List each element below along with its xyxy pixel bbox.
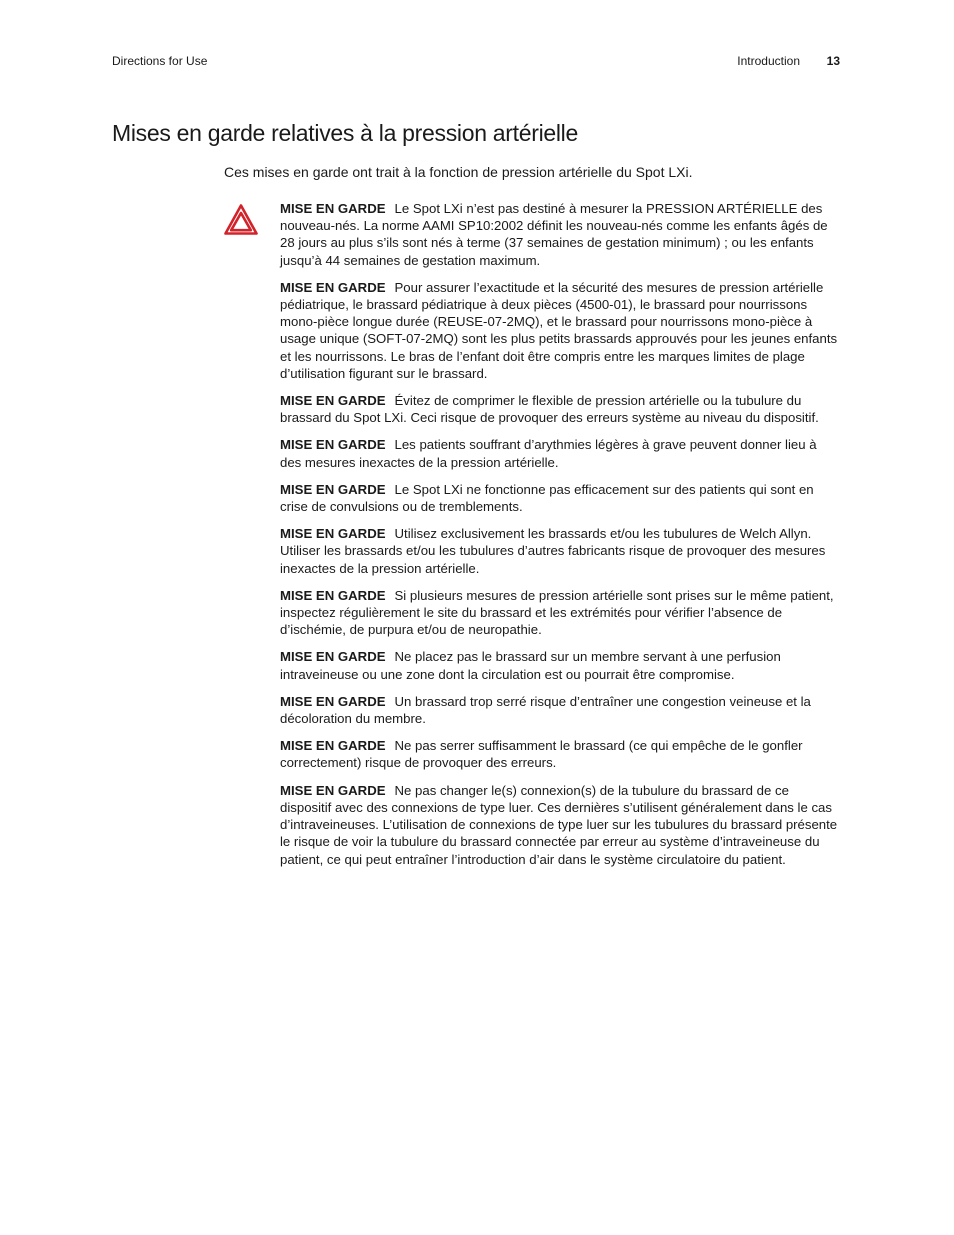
page-number: 13 [826, 54, 840, 68]
warning-item [280, 392, 838, 426]
warning-label: MISE EN GARDE [280, 587, 386, 603]
warning-label: MISE EN GARDE [280, 526, 386, 542]
warning-item [280, 587, 838, 639]
warning-item [280, 481, 838, 515]
warning-text: Ne pas serrer suffisamment le brassard (ce qui empêche de le gonfler correctement) risque de provoquer des erreurs. [280, 738, 803, 771]
warning-text: Les patients souffrant d’arythmies légères à grave peuvent donner lieu à des mesures inexactes de la pression artérielle. [280, 437, 817, 470]
warning-text: Si plusieurs mesures de pression artérielle sont prises sur le même patient, inspectez régulièrement le site du brassard et les extrémités pour vérifier l’absence de d’ischémie, de purpura et/ou de neuropathie. [280, 587, 834, 638]
warning-item [280, 737, 838, 771]
warning-item [280, 693, 838, 727]
warning-label: MISE EN GARDE [280, 279, 386, 295]
warning-list [280, 200, 838, 878]
warning-text: Ne placez pas le brassard sur un membre servant à une perfusion intraveineuse ou une zone dont la circulation est ou pourrait être compromise. [280, 649, 781, 682]
hazard-triangle-icon [224, 204, 258, 235]
warning-label: MISE EN GARDE [280, 649, 386, 665]
section-name: Introduction [737, 54, 800, 68]
warning-label: MISE EN GARDE [280, 393, 386, 409]
warning-item [280, 525, 838, 577]
warning-text: Ne pas changer le(s) connexion(s) de la tubulure du brassard de ce dispositif avec des connexions de type luer. Ces dernières s’utilisent généralement dans le cas d’intraveineuses. L’utilisation de connexions de type luer sur les tubulures du brassard présente le risque de voir la tubulure du brassard connectée par erreur au système d’intraveineuse du patient, ce qui peut entraîner l’introduction d’air dans le système circulatoire du patient. [280, 782, 838, 867]
warning-label: MISE EN GARDE [280, 437, 386, 453]
document-title: Directions for Use [112, 54, 208, 68]
warning-label: MISE EN GARDE [280, 738, 386, 754]
warning-label: MISE EN GARDE [280, 481, 386, 497]
warning-item [280, 782, 838, 868]
warning-text: Évitez de comprimer le flexible de pression artérielle ou la tubulure du brassard du Spot LXi. Ceci risque de provoquer des erreurs système au niveau du dispositif. [280, 393, 819, 426]
warning-label: MISE EN GARDE [280, 201, 386, 216]
warning-text: Pour assurer l’exactitude et la sécurité des mesures de pression artérielle pédiatrique, le brassard pédiatrique à deux pièces (4500-01), le brassard pour nourrissons mono-pièce longue durée (REUSE-07-2MQ), et le brassard pour nourrissons mono-pièce à usage unique (SOFT-07-2MQ) sont les plus petits brassards approuvés pour les jeunes enfants et les nourrissons. Le bras de l’enfant doit être compris entre les marques limites de plage d’utilisation figurant sur le brassard. [280, 279, 838, 381]
warning-item [280, 279, 838, 382]
running-header [112, 53, 842, 69]
warning-item [280, 436, 838, 470]
warning-item [280, 200, 838, 269]
intro-paragraph: Ces mises en garde ont trait à la fonction de pression artérielle du Spot LXi. [224, 164, 693, 180]
warning-text: Le Spot LXi n’est pas destiné à mesurer la PRESSION ARTÉRIELLE des nouveau-nés. La norme AAMI SP10:2002 définit les nouveau-nés comme les enfants âgés de 28 jours au plus s’ils sont nés à terme (37 semaines de gestation minimum) ; ou les enfants jusqu’à 44 semaines de gestation maximum. [280, 201, 828, 268]
page-title: Mises en garde relatives à la pression artérielle [112, 120, 578, 146]
warning-text: Le Spot LXi ne fonctionne pas efficacement sur des patients qui sont en crise de convulsions ou de tremblements. [280, 481, 814, 515]
warning-text: Un brassard trop serré risque d’entraîner une congestion veineuse et la décoloration du membre. [280, 693, 811, 727]
warning-item [280, 648, 838, 682]
warning-text: Utilisez exclusivement les brassards et/ou les tubulures de Welch Allyn. Utiliser les brassards et/ou les tubulures d’autres fabricants risque de provoquer des mesures inexactes de la pression artérielle. [280, 526, 826, 576]
warning-label: MISE EN GARDE [280, 782, 386, 798]
warning-label: MISE EN GARDE [280, 693, 386, 709]
